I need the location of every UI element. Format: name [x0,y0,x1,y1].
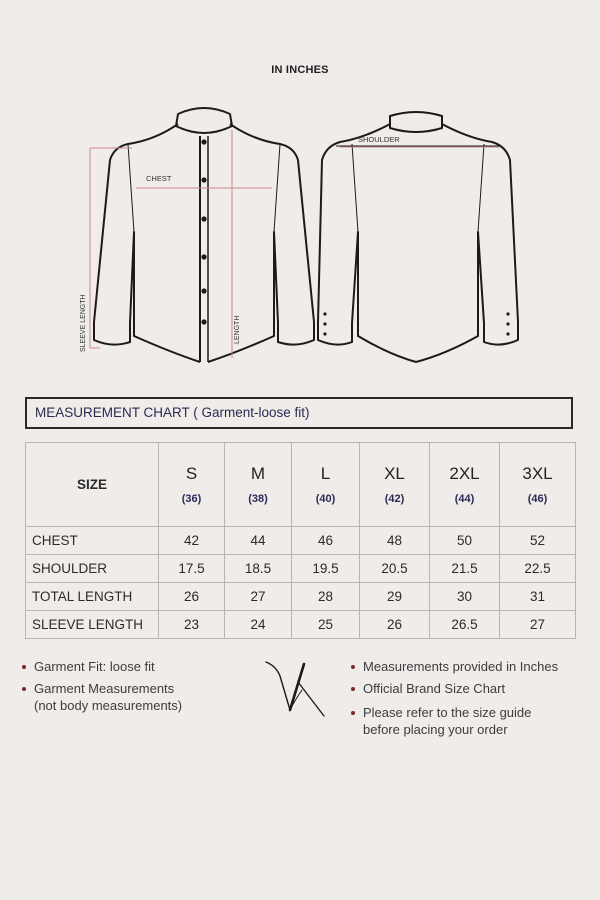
table-cell: 28 [292,583,360,611]
size-name: M [250,464,266,483]
note-text: (not body measurements) [34,698,183,713]
table-cell: 24 [225,611,292,639]
table-cell: 25 [292,611,360,639]
shirt-back [318,112,518,362]
size-col-l [292,443,360,527]
table-cell: 19.5 [292,555,360,583]
note-item [349,680,589,697]
bullet-icon [22,687,26,691]
note-text: Measurements provided in Inches [363,659,559,674]
size-number: (46) [527,493,548,505]
table-cell: 26.5 [430,611,500,639]
size-col-m [225,443,292,527]
table-cell: 30 [430,583,500,611]
table-cell: 27 [225,583,292,611]
table-cell: 22.5 [500,555,576,583]
shirt-front-buttons [201,139,206,324]
front-measure-guides [90,130,272,358]
size-name: 3XL [522,464,553,483]
row-label: TOTAL LENGTH [26,583,159,611]
size-name: XL [384,464,405,483]
size-name: 2XL [449,464,480,483]
table-cell: 23 [159,611,225,639]
note-text: Garment Measurements [34,681,175,696]
measurement-chart-title: MEASUREMENT CHART ( Garment-loose fit) [25,397,573,429]
fit-notes [20,658,230,714]
table-cell: 27 [500,611,576,639]
bullet-icon [351,665,355,669]
note-item [20,658,230,675]
table-row-shoulder [26,555,576,583]
table-cell: 42 [159,527,225,555]
shirt-illustration [60,100,540,370]
table-cell: 26 [159,583,225,611]
size-col-s [159,443,225,527]
note-text: before placing your order [363,722,508,737]
row-label: CHEST [26,527,159,555]
bullet-icon [22,665,26,669]
note-item [349,658,589,675]
row-label: SLEEVE LENGTH [26,611,159,639]
table-cell: 20.5 [360,555,430,583]
table-cell: 44 [225,527,292,555]
size-name: S [185,464,198,483]
note-text: Please refer to the size guide [363,705,532,720]
size-number: (40) [315,493,336,505]
table-cell: 17.5 [159,555,225,583]
size-number: (44) [454,493,475,505]
table-row-chest [26,527,576,555]
brand-logo [262,658,328,720]
note-item [20,680,230,714]
sleeve-length-label: SLEEVE LENGTH [80,294,87,352]
table-cell: 48 [360,527,430,555]
units-label: IN INCHES [271,64,329,76]
size-name: L [320,464,331,483]
bullet-icon [351,687,355,691]
note-text: Official Brand Size Chart [363,681,506,696]
chest-label: CHEST [146,174,172,183]
table-cell: 21.5 [430,555,500,583]
table-cell: 18.5 [225,555,292,583]
table-cell: 52 [500,527,576,555]
size-header-row [26,443,576,527]
size-header: SIZE [26,443,159,527]
note-text: Garment Fit: loose fit [34,659,155,674]
table-row-total-length [26,583,576,611]
info-notes [349,658,589,738]
table-cell: 26 [360,611,430,639]
size-col-xl [360,443,430,527]
table-cell: 29 [360,583,430,611]
size-col-2xl [430,443,500,527]
bullet-icon [351,711,355,715]
shoulder-label: SHOULDER [358,135,400,144]
size-number: (36) [181,493,202,505]
size-col-3xl [500,443,576,527]
size-table [25,442,576,639]
note-item [349,704,589,738]
table-cell: 50 [430,527,500,555]
row-label: SHOULDER [26,555,159,583]
length-label: LENGTH [234,315,241,344]
size-number: (38) [248,493,268,505]
size-number: (42) [384,493,405,505]
table-cell: 31 [500,583,576,611]
table-row-sleeve-length [26,611,576,639]
table-cell: 46 [292,527,360,555]
